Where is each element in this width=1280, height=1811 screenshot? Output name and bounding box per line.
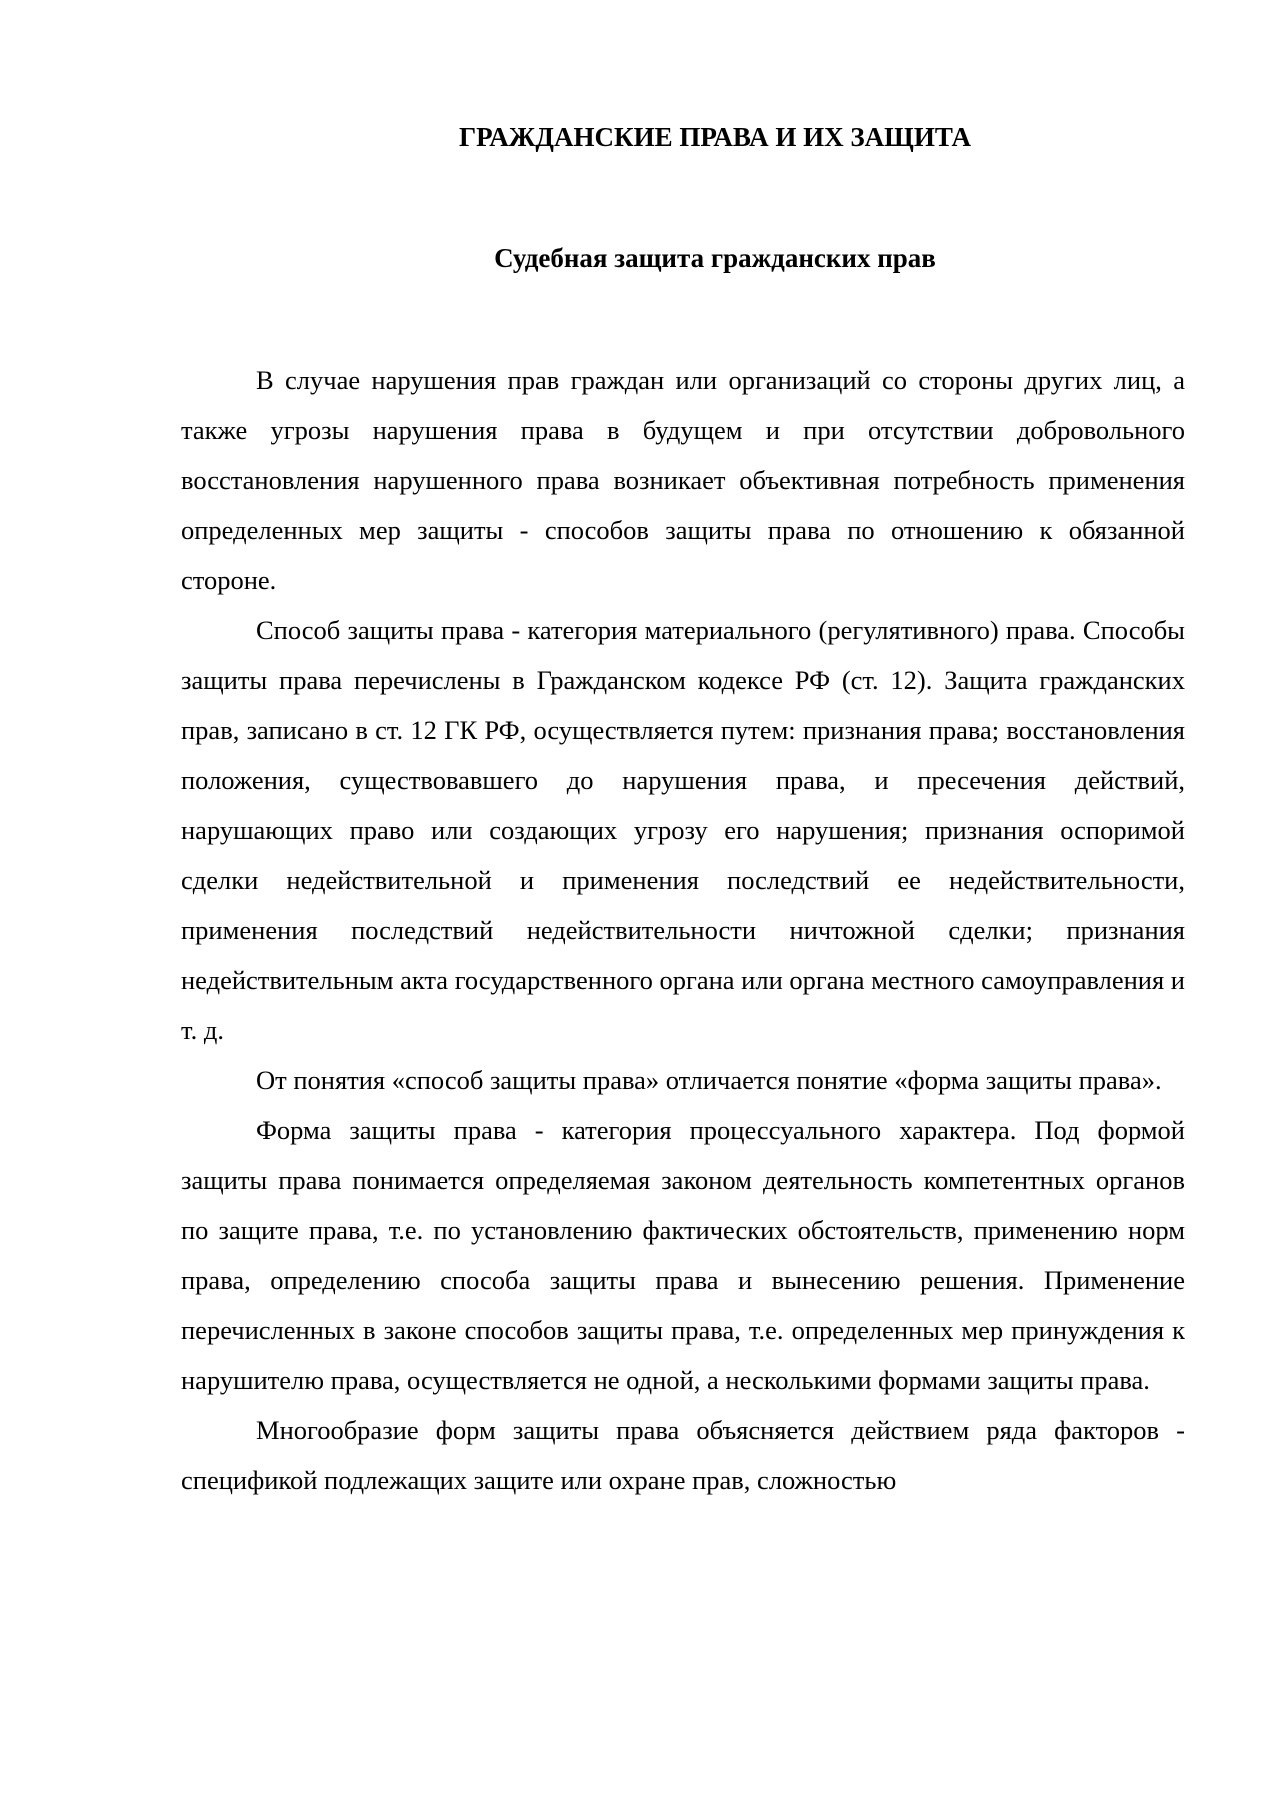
paragraph: В случае нарушения прав граждан или организаций со стороны других лиц, а также угрозы нарушения права в будущем и при отсутствии добровольного восстановления нарушенного права возникает объективная потребность применения определенных мер защиты - способов защиты права по отношению к обязанной стороне. (181, 365, 1185, 595)
paragraph: Многообразие форм защиты права объясняется действием ряда факторов - спецификой подлежащих защите или охране прав, сложностью (181, 1415, 1185, 1495)
paragraph: Форма защиты права - категория процессуального характера. Под формой защиты права понимается определяемая законом деятельность компетентных органов по защите права, т.е. по установлению фактических обстоятельств, применению норм права, определению способа защиты права и вынесению решения. Применение перечисленных в законе способов защиты права, т.е. определенных мер принуждения к нарушителю права, осуществляется не одной, а несколькими формами защиты права. (181, 1115, 1185, 1395)
paragraph: Способ защиты права - категория материального (регулятивного) права. Способы защиты права перечислены в Гражданском кодексе РФ (ст. 12). Защита гражданских прав, записано в ст. 12 ГК РФ, осуществляется путем: признания права; восстановления положения, существовавшего до нарушения права, и пресечения действий, нарушающих право или создающих угрозу его нарушения; признания оспоримой сделки недействительной и применения последствий ее недействительности, применения последствий недействительности ничтожной сделки; признания недействительным акта государственного органа или органа местного самоуправления и т. д. (181, 615, 1185, 1045)
document-title: ГРАЖДАНСКИЕ ПРАВА И ИХ ЗАЩИТА (459, 122, 971, 152)
document-body (181, 355, 1185, 1505)
paragraph: От понятия «способ защиты права» отличается понятие «форма защиты права». (256, 1065, 1162, 1095)
document-subtitle: Судебная защита гражданских прав (494, 243, 936, 273)
